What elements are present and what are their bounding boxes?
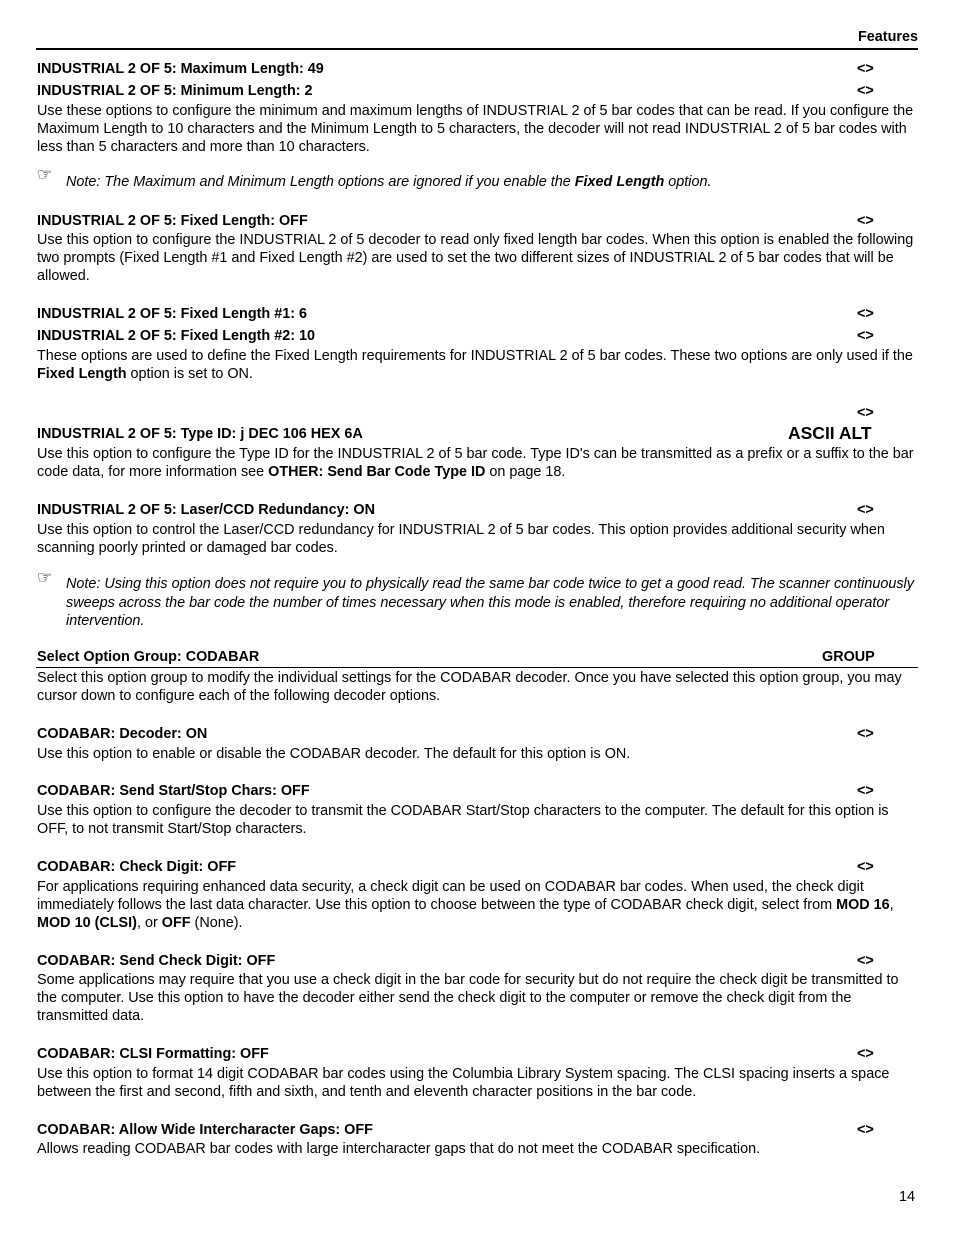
type-id-heading: INDUSTRIAL 2 OF 5: Type ID: j DEC 106 HEX 6A: [37, 426, 363, 442]
code-marker: <>: [857, 328, 874, 344]
send-check-digit-paragraph: Some applications may require that you use a check digit in the bar code for security but do not require the check digit be transmitted to the computer. Use this option to have the decoder either send the check digit to the computer or remove the check digit from the transmitted data.: [37, 972, 899, 1024]
code-marker: <>: [857, 213, 874, 229]
page-header: [36, 28, 918, 50]
note-text: Note: Using this option does not require you to physically read the same bar code twice to get a good read. The scanner continuously sweeps across the bar code the number of times necessary when this mode is enabled, therefore requiring no additional operator intervention.: [66, 576, 914, 629]
group-divider: [36, 667, 918, 668]
check-digit-heading: CODABAR: Check Digit: OFF: [37, 859, 237, 875]
redundancy-heading: INDUSTRIAL 2 OF 5: Laser/CCD Redundancy: ON: [37, 502, 375, 518]
redundancy-paragraph: Use this option to control the Laser/CCD redundancy for INDUSTRIAL 2 of 5 bar codes. This option provides additional security when scanning poorly printed or damaged bar codes.: [37, 522, 885, 556]
group-label: GROUP: [822, 649, 875, 665]
code-marker: <>: [857, 1122, 874, 1138]
type-id-paragraph: Use this option to configure the Type ID for the INDUSTRIAL 2 of 5 bar code. Type ID's can be transmitted as a prefix or a suffix to the bar code data, for more information see OTHER: Send Bar Code Type ID on page 18.: [37, 446, 914, 480]
min-length-heading: INDUSTRIAL 2 OF 5: Minimum Length: 2: [37, 83, 313, 99]
clsi-heading: CODABAR: CLSI Formatting: OFF: [37, 1046, 269, 1062]
note-redundancy: [37, 568, 915, 629]
code-marker: <>: [857, 726, 874, 742]
code-marker: <>: [857, 405, 874, 421]
code-marker: <>: [857, 783, 874, 799]
pointing-hand-icon: ☞: [37, 165, 53, 184]
fixed-length-heading: INDUSTRIAL 2 OF 5: Fixed Length: OFF: [37, 213, 308, 229]
send-check-digit-heading: CODABAR: Send Check Digit: OFF: [37, 953, 276, 969]
code-marker: <>: [857, 306, 874, 322]
code-marker: <>: [857, 953, 874, 969]
length-paragraph: Use these options to configure the minimum and maximum lengths of INDUSTRIAL 2 of 5 bar codes that can be read. If you configure the Maximum Length to 10 characters and the Minimum Length to 5 characters, the decoder will not read INDUSTRIAL 2 of 5 bar codes with less than 5 characters and more than 10 characters.: [37, 103, 914, 155]
check-digit-paragraph: For applications requiring enhanced data security, a check digit can be used on CODABAR bar codes. When used, the check digit immediately follows the last data character. Use this option to choose between the type of CODABAR check digit, select from MOD 16, MOD 10 (CLSI), or OFF (None).: [37, 879, 894, 931]
note-fixed-length: [37, 165, 915, 190]
codabar-group-heading: Select Option Group: CODABAR: [37, 649, 260, 665]
codabar-decoder-paragraph: Use this option to enable or disable the CODABAR decoder. The default for this option is ON.: [37, 746, 631, 762]
code-marker: <>: [857, 61, 874, 77]
code-marker: <>: [857, 502, 874, 518]
pointing-hand-icon: ☞: [37, 568, 53, 587]
code-marker: <>: [857, 1046, 874, 1062]
max-length-heading: INDUSTRIAL 2 OF 5: Maximum Length: 49: [37, 61, 324, 77]
header-title: Features: [858, 29, 918, 45]
start-stop-paragraph: Use this option to configure the decoder to transmit the CODABAR Start/Stop characters to the computer. The default for this option is OFF, to not transmit Start/Stop characters.: [37, 803, 889, 837]
note-text: Note: The Maximum and Minimum Length options are ignored if you enable the Fixed Length option.: [66, 174, 712, 190]
codabar-group-paragraph: Select this option group to modify the individual settings for the CODABAR decoder. Once you have selected this option group, you may cursor down to configure each of the following decoder options.: [37, 670, 902, 704]
page-number: 14: [899, 1189, 916, 1205]
wide-gaps-paragraph: Allows reading CODABAR bar codes with large intercharacter gaps that do not meet the CODABAR specification.: [37, 1141, 761, 1157]
ascii-alt-label: ASCII ALT: [788, 423, 872, 443]
fixed-length-2-heading: INDUSTRIAL 2 OF 5: Fixed Length #2: 10: [37, 328, 315, 344]
wide-gaps-heading: CODABAR: Allow Wide Intercharacter Gaps: OFF: [37, 1122, 373, 1138]
start-stop-heading: CODABAR: Send Start/Stop Chars: OFF: [37, 783, 310, 799]
fixed-length-1-heading: INDUSTRIAL 2 OF 5: Fixed Length #1: 6: [37, 306, 307, 322]
code-marker: <>: [857, 83, 874, 99]
fixed-length-paragraph: Use this option to configure the INDUSTRIAL 2 of 5 decoder to read only fixed length bar codes. When this option is enabled the following two prompts (Fixed Length #1 and Fixed Length #2) are used to set the two different sizes of INDUSTRIAL 2 of 5 bar codes that will be allowed.: [37, 232, 914, 284]
fixed-length-requirements-paragraph: These options are used to define the Fixed Length requirements for INDUSTRIAL 2 of 5 bar codes. These two options are only used if the Fixed Length option is set to ON.: [37, 348, 913, 382]
codabar-decoder-heading: CODABAR: Decoder: ON: [37, 726, 208, 742]
clsi-paragraph: Use this option to format 14 digit CODABAR bar codes using the Columbia Library System spacing. The CLSI spacing inserts a space between the first and second, fifth and sixth, and tenth and eleventh character positions in the bar code.: [37, 1066, 890, 1100]
code-marker: <>: [857, 859, 874, 875]
